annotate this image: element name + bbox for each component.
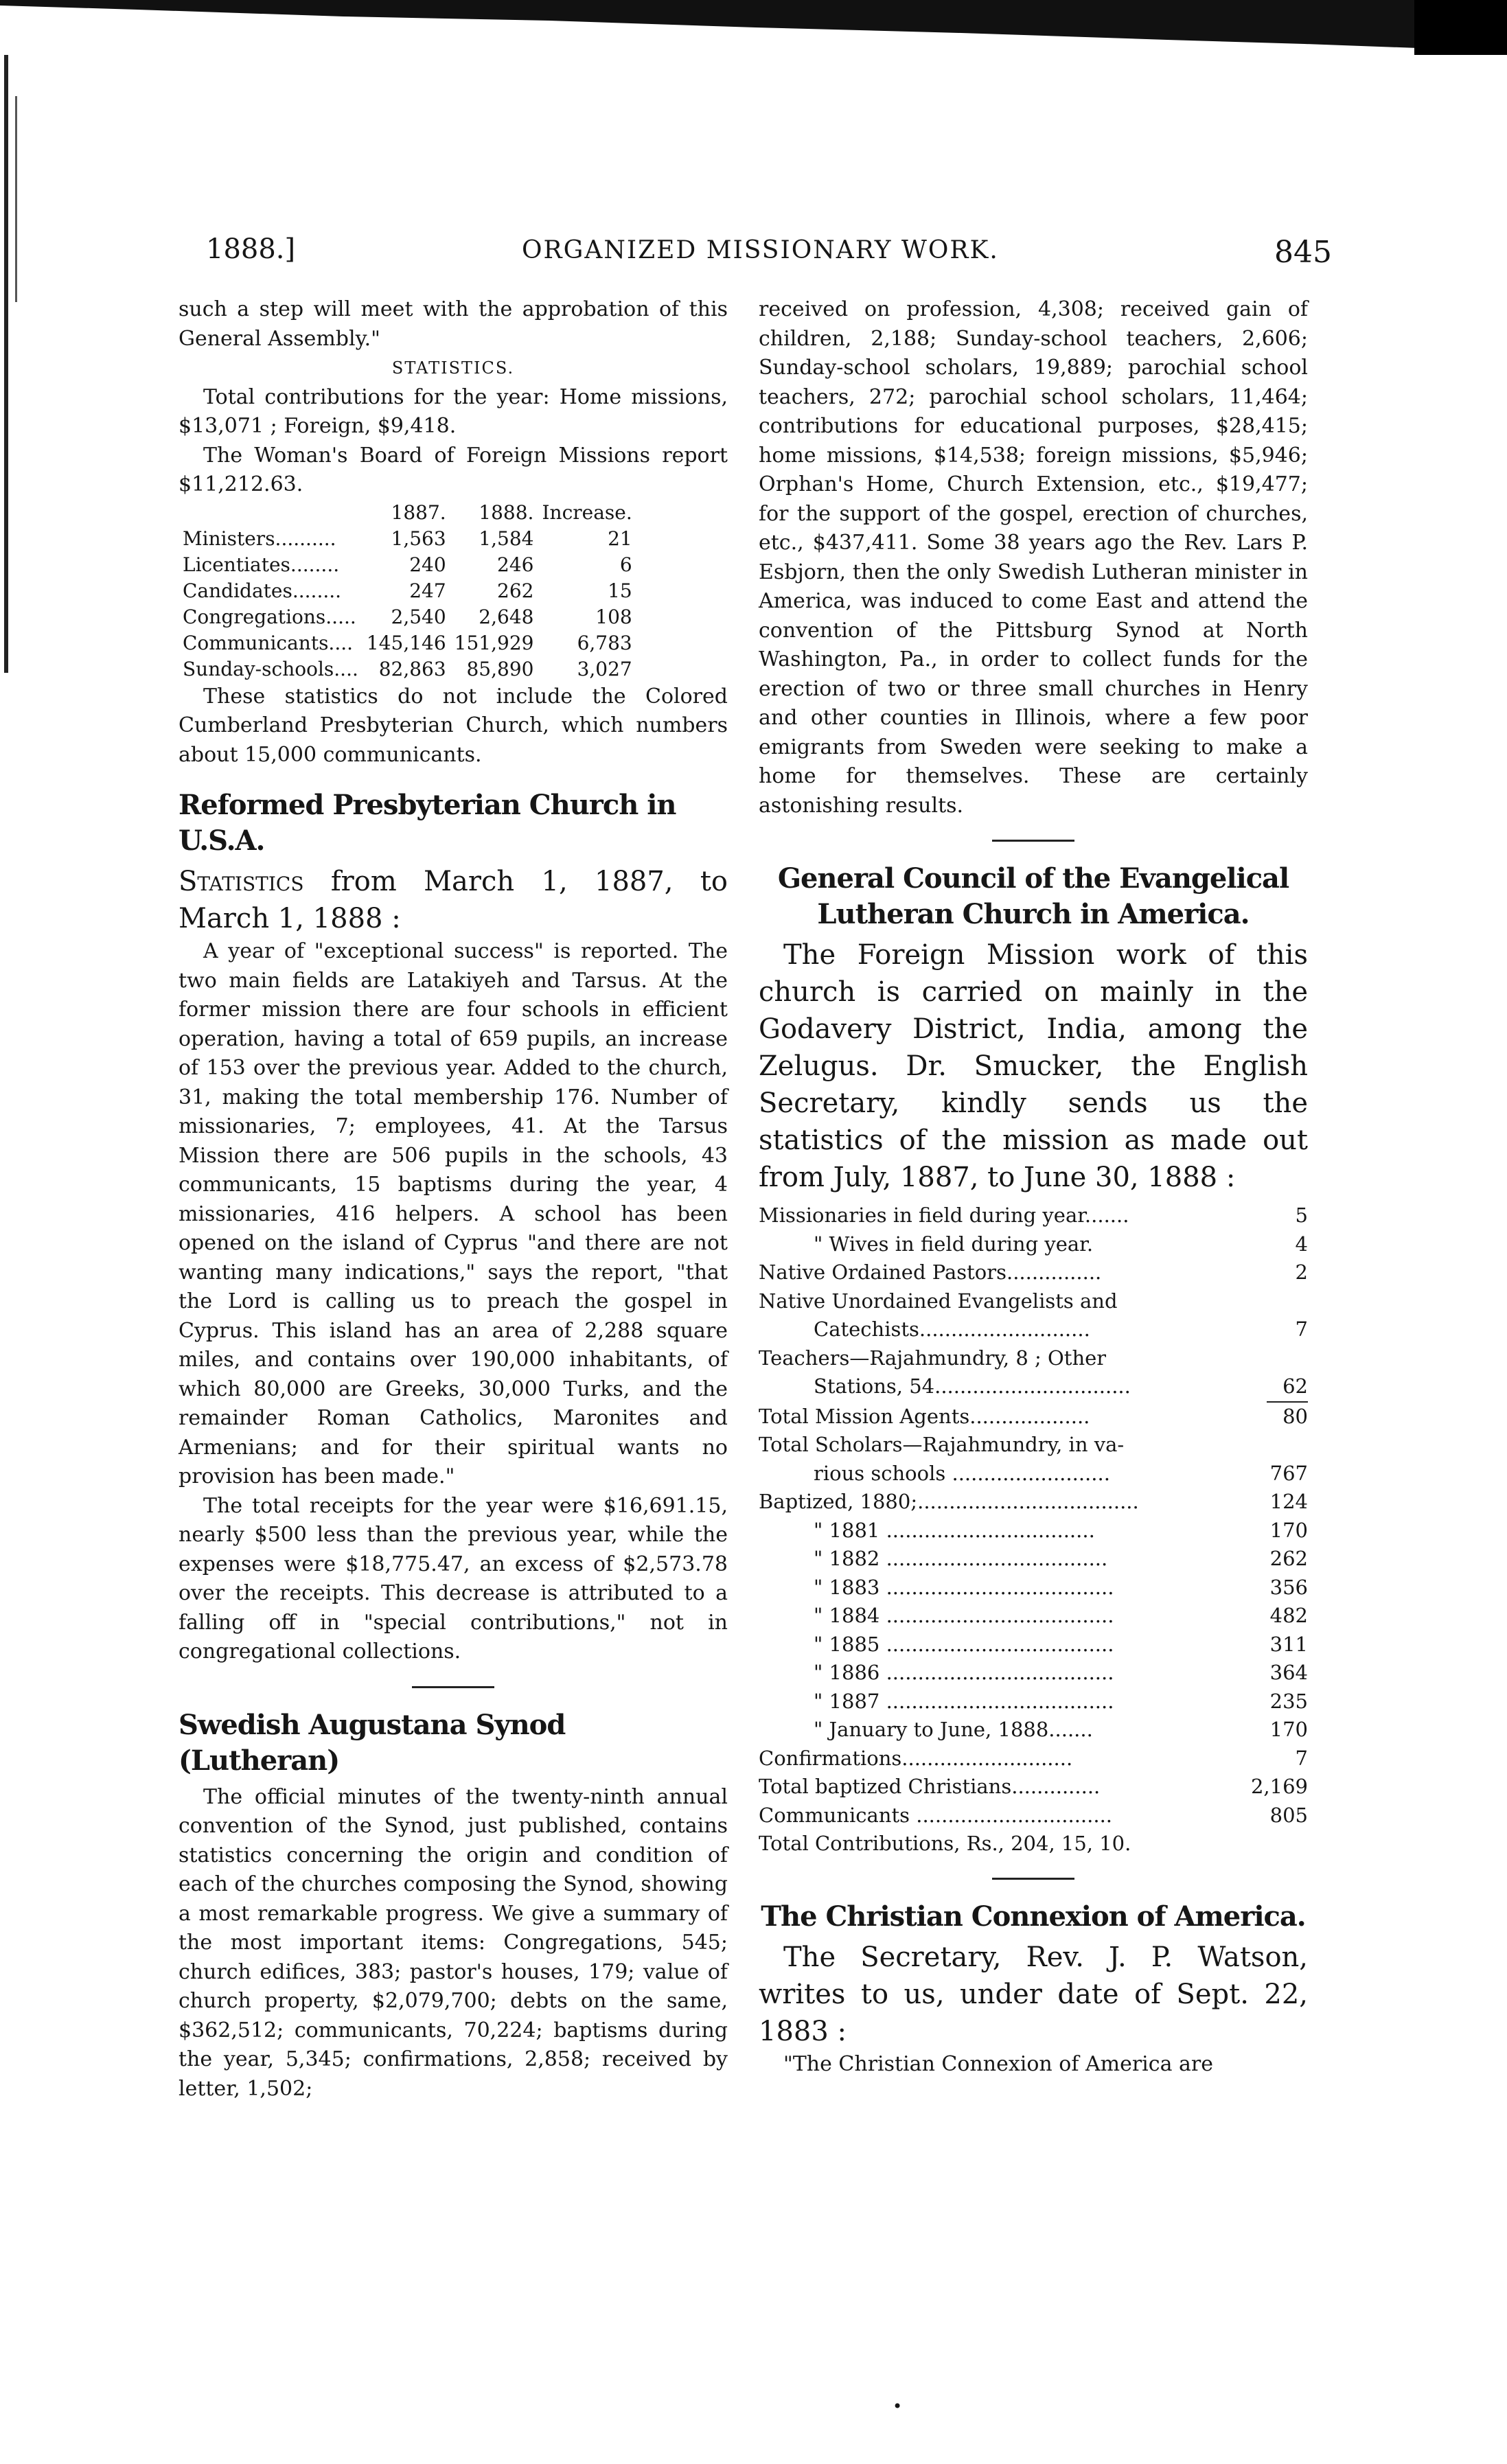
running-head-title: ORGANIZED MISSIONARY WORK. xyxy=(522,236,999,264)
list-item xyxy=(759,1716,1308,1745)
item-label: Native Ordained Pastors............... xyxy=(759,1260,1102,1284)
section-divider xyxy=(412,1686,494,1688)
section-divider xyxy=(992,1878,1074,1880)
item-label: " 1882 ................................... xyxy=(814,1547,1108,1570)
table-row xyxy=(179,604,636,630)
item-label: Native Unordained Evangelists and xyxy=(759,1289,1118,1313)
item-value xyxy=(1253,1287,1308,1316)
item-value: 5 xyxy=(1295,1204,1308,1227)
christian-connexion-paragraph: The Secretary, Rev. J. P. Watson, writes to us, under date of Sept. 22, 1883 : xyxy=(759,1941,1308,2047)
cell-1888: 151,929 xyxy=(454,631,534,654)
section-heading-christian-connexion: The Christian Connexion of America. xyxy=(761,1900,1306,1933)
cell-1887: 82,863 xyxy=(378,657,446,680)
swedish-augustana-paragraph: The official minutes of the twenty-ninth annual convention of the Synod, just published, contains statistics concerning the origin and condition of each of the churches composing the Synod, showing a most remarkable progress. We give a summary of the most important items: Congregations, 545; church edifices, 383; pastor's houses, 179; value of church property, $2,079,700; debts on the same, $362,512; communicants, 70,224; baptisms during the year, 5,345; confirmations, 2,858; received by letter, 1,502; xyxy=(179,1784,728,2101)
reformed-presbyterian-paragraph-2: The total receipts for the year were $16,691.15, nearly $500 less than the previous year, while the expenses were $18,775.47, an excess of $2,573.78 over the receipts. This decrease is attributed to a falling off in "special contributions," not in congregational collections. xyxy=(179,1493,728,1663)
item-value: 311 xyxy=(1269,1632,1308,1656)
item-value: 364 xyxy=(1269,1661,1308,1684)
list-item xyxy=(759,1431,1308,1460)
list-item xyxy=(759,1372,1308,1401)
row-label: Congregations..... xyxy=(183,605,356,628)
item-value: 2 xyxy=(1295,1260,1308,1284)
cell-increase: 15 xyxy=(608,579,632,602)
cell-1887: 247 xyxy=(409,579,446,602)
item-value: 482 xyxy=(1269,1604,1308,1627)
running-head xyxy=(206,233,1332,275)
item-value: 62 xyxy=(1282,1374,1308,1398)
item-value xyxy=(1253,1344,1308,1373)
row-label: Licentiates........ xyxy=(183,553,340,576)
cell-increase: 6,783 xyxy=(577,631,632,654)
item-value: 4 xyxy=(1295,1232,1308,1256)
item-label: Total baptized Christians.............. xyxy=(759,1775,1101,1798)
item-label: Catechists........................... xyxy=(814,1317,1090,1341)
table-row xyxy=(179,578,636,604)
item-label: Total Contributions, Rs., 204, 15, 10. xyxy=(759,1832,1131,1855)
stats-header-cell: 1888. xyxy=(479,500,534,524)
item-label: Confirmations........................... xyxy=(759,1746,1073,1770)
item-label: " 1887 .................................... xyxy=(814,1689,1114,1713)
general-council-paragraph: The Foreign Mission work of this church is carried on mainly in the Godavery District, India, among the Zelugus. Dr. Smucker, the English Secretary, kindly sends us the statistics of the mission as made out from July, 1887, to June 30, 1888 : xyxy=(759,939,1308,1193)
list-item xyxy=(759,1460,1308,1488)
section-divider xyxy=(992,840,1074,842)
item-label: Teachers—Rajahmundry, 8 ; Other xyxy=(759,1346,1107,1370)
item-label: Total Scholars—Rajahmundry, in va- xyxy=(759,1433,1125,1456)
stats-note-paragraph: These statistics do not include the Colored Cumberland Presbyterian Church, which numbers about 15,000 communicants. xyxy=(179,684,728,767)
list-item xyxy=(759,1688,1308,1716)
item-label: rious schools ......................... xyxy=(814,1461,1110,1485)
item-label: Baptized, 1880;................................... xyxy=(759,1490,1139,1513)
item-value: 170 xyxy=(1269,1718,1308,1741)
stats-header-cell: Increase. xyxy=(542,500,632,524)
presbyterian-stats-table xyxy=(179,500,636,682)
cell-1887: 240 xyxy=(409,553,446,576)
item-value: 235 xyxy=(1269,1689,1308,1713)
womans-board-paragraph: The Woman's Board of Foreign Missions report $11,212.63. xyxy=(179,443,728,496)
cell-1888: 246 xyxy=(497,553,534,576)
list-item xyxy=(759,1574,1308,1602)
list-item xyxy=(759,1403,1308,1431)
item-label: " 1885 .................................... xyxy=(814,1632,1114,1656)
row-label: Communicants.... xyxy=(183,631,354,654)
reformed-presbyterian-paragraph-1: A year of "exceptional success" is reported. The two main fields are Latakiyeh and Tarsus. At the former mission there are four schools in efficient operation, having a total of 659 pupils, an increase of 153 over the previous year. Added to the church, 31, making the total membership 176. Number of missionaries, 7; employees, 41. At the Tarsus Mission there are 506 pupils in the schools, 43 communicants, 15 baptisms during the year, 4 missionaries, 416 helpers. A school has been opened on the island of Cyprus "and there are not wanting many indications," says the report, "that the Lord is calling us to preach the gospel in Cyprus. This island has an area of 2,288 square miles, and contains over 190,000 inhabitants, of which 80,000 are Greeks, 30,000 Turks, and the remainder Roman Catholics, Maronites and Armenians; and for their spiritual wants no provision has been made." xyxy=(179,939,728,1488)
list-item xyxy=(759,1488,1308,1517)
cell-1888: 1,584 xyxy=(479,527,534,550)
item-value xyxy=(1253,1431,1308,1460)
scan-edge-left xyxy=(0,55,41,673)
item-label: " 1881 ................................. xyxy=(814,1518,1095,1542)
stats-header-cell: 1887. xyxy=(391,500,446,524)
cell-increase: 6 xyxy=(619,553,632,576)
left-column xyxy=(179,295,728,2104)
cell-1888: 85,890 xyxy=(466,657,534,680)
item-label: Communicants ............................... xyxy=(759,1803,1113,1827)
list-item xyxy=(759,1602,1308,1631)
list-item xyxy=(759,1258,1308,1287)
list-item xyxy=(759,1631,1308,1659)
item-label: " 1886 .................................... xyxy=(814,1661,1114,1684)
item-value: 170 xyxy=(1269,1518,1308,1542)
cell-1888: 262 xyxy=(497,579,534,602)
item-label: " January to June, 1888....... xyxy=(814,1718,1093,1741)
table-row xyxy=(179,630,636,656)
list-item xyxy=(759,1201,1308,1230)
list-item xyxy=(759,1344,1308,1373)
section-heading-swedish-augustana: Swedish Augustana Synod (Lutheran) xyxy=(179,1708,566,1777)
item-value: 80 xyxy=(1282,1404,1308,1428)
cell-increase: 3,027 xyxy=(577,657,632,680)
running-head-year: 1888.] xyxy=(206,233,296,265)
cell-1887: 2,540 xyxy=(391,605,446,628)
row-label: Ministers.......... xyxy=(183,527,336,550)
item-label: " 1883 .................................... xyxy=(814,1575,1114,1599)
list-item xyxy=(759,1801,1308,1830)
right-column xyxy=(759,295,1308,2079)
statistics-period: from March 1, 1887, to March 1, 1888 : xyxy=(179,866,728,934)
row-label: Sunday-schools.... xyxy=(183,657,358,680)
mission-stats-list xyxy=(759,1201,1308,1858)
list-item xyxy=(759,1773,1308,1801)
list-item xyxy=(759,1545,1308,1574)
item-value: 7 xyxy=(1295,1317,1308,1341)
list-item xyxy=(759,1517,1308,1545)
statistics-label: STATISTICS. xyxy=(391,358,515,378)
contributions-paragraph: Total contributions for the year: Home missions, $13,071 ; Foreign, $9,418. xyxy=(179,384,728,438)
row-label: Candidates........ xyxy=(183,579,342,602)
intro-paragraph: such a step will meet with the approbation of this General Assembly." xyxy=(179,297,728,351)
item-value: 7 xyxy=(1295,1746,1308,1770)
list-item xyxy=(759,1745,1308,1773)
list-item xyxy=(759,1830,1308,1858)
item-label: Missionaries in field during year....... xyxy=(759,1204,1129,1227)
table-row xyxy=(179,552,636,578)
stats-header-cell xyxy=(179,500,363,526)
section-heading-reformed-presbyterian: Reformed Presbyterian Church in U.S.A. xyxy=(179,789,676,857)
cell-1887: 1,563 xyxy=(391,527,446,550)
bottom-mark: • xyxy=(893,2397,903,2416)
stats-header-row xyxy=(179,500,636,526)
scan-edge-top xyxy=(0,0,1507,55)
section-heading-general-council: General Council of the Evangelical Lutheran Church in America. xyxy=(777,862,1289,930)
item-value: 805 xyxy=(1269,1803,1308,1827)
cell-1887: 145,146 xyxy=(366,631,446,654)
item-value: 356 xyxy=(1269,1575,1308,1599)
cell-1888: 2,648 xyxy=(479,605,534,628)
item-label: " 1884 .................................... xyxy=(814,1604,1114,1627)
statistics-word: Statistics xyxy=(179,866,304,897)
item-value xyxy=(1253,1830,1308,1858)
page-number: 845 xyxy=(1274,235,1332,270)
cell-increase: 108 xyxy=(595,605,632,628)
cell-increase: 21 xyxy=(608,527,632,550)
item-value: 124 xyxy=(1269,1490,1308,1513)
item-value: 767 xyxy=(1269,1461,1308,1485)
list-item xyxy=(759,1659,1308,1688)
list-item xyxy=(759,1287,1308,1316)
item-label: Total Mission Agents................... xyxy=(759,1404,1090,1428)
swedish-augustana-paragraph-continued: received on profession, 4,308; received gain of children, 2,188; Sunday-school teachers, 2,606; Sunday-school scholars, 19,889; parochial school teachers, 272; parochial school scholars, 11,464; contributions for educational purposes, $28,415; home missions, $14,538; foreign missions, $5,946; Orphan's Home, Church Extension, etc., $19,477; for the support of the gospel, erection of churches, etc., $437,411. Some 38 years ago the Rev. Lars P. Esbjorn, then the only Swedish Lutheran minister in America, was induced to come East and attend the convention of the Pittsburg Synod at North Washington, Pa., in order to collect funds for the erection of two or three small churches in Henry and other counties in Illinois, where a few poor emigrants from Sweden were seeking to make a home for themselves. These are certainly astonishing results. xyxy=(759,297,1308,818)
list-item xyxy=(759,1315,1308,1344)
item-label: Stations, 54............................... xyxy=(814,1374,1131,1398)
item-label: " Wives in field during year. xyxy=(814,1232,1094,1256)
table-row xyxy=(179,656,636,682)
table-row xyxy=(179,526,636,552)
item-value: 262 xyxy=(1269,1547,1308,1570)
item-value: 2,169 xyxy=(1250,1775,1308,1798)
list-item xyxy=(759,1230,1308,1259)
christian-connexion-quote: "The Christian Connexion of America are xyxy=(783,2051,1213,2076)
